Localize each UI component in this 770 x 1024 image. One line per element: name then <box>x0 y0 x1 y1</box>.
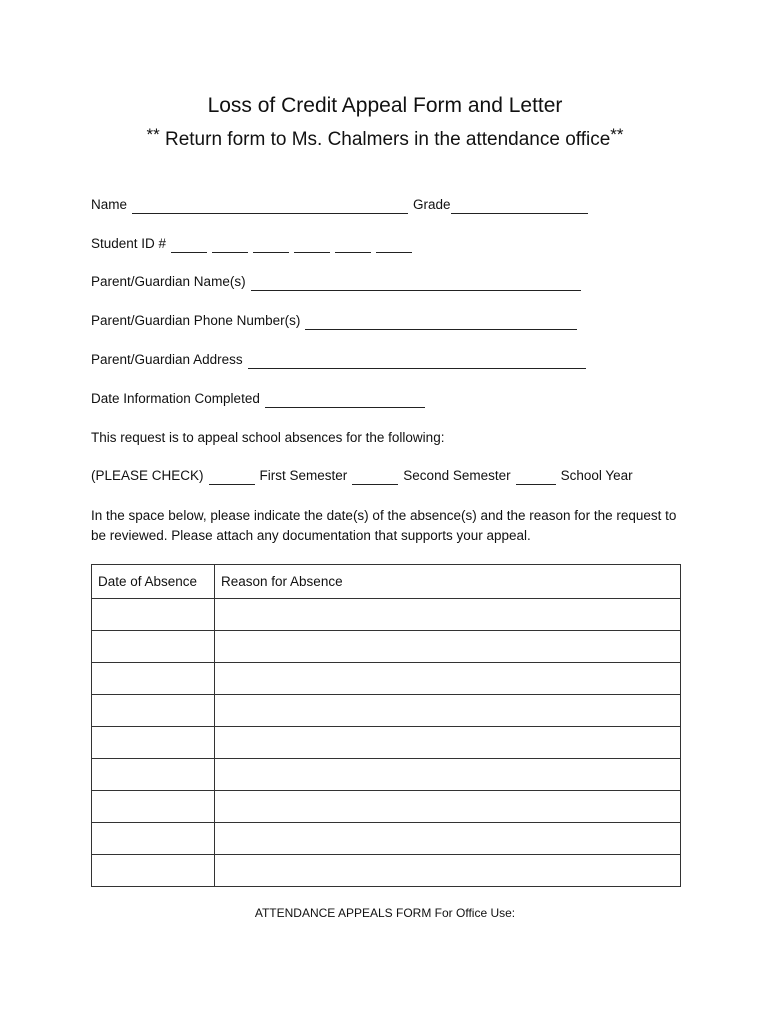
grade-label: Grade <box>413 197 451 212</box>
table-row <box>92 695 681 727</box>
date-completed-label: Date Information Completed <box>91 391 260 406</box>
student-id-digit-field[interactable] <box>212 238 248 253</box>
first-semester-check[interactable] <box>209 470 255 485</box>
table-row <box>92 823 681 855</box>
subtitle-stars-right: ** <box>610 125 624 144</box>
table-row <box>92 855 681 887</box>
absence-reason-cell[interactable] <box>215 727 681 759</box>
reason-column-header: Reason for Absence <box>215 565 681 599</box>
parent-phone-row <box>91 312 577 330</box>
absence-date-cell[interactable] <box>92 759 215 791</box>
absence-reason-cell[interactable] <box>215 823 681 855</box>
table-header-row <box>92 565 681 599</box>
second-semester-label: Second Semester <box>403 468 511 483</box>
absence-date-cell[interactable] <box>92 599 215 631</box>
table-row <box>92 663 681 695</box>
student-id-digit-field[interactable] <box>376 238 412 253</box>
table-row <box>92 631 681 663</box>
school-year-check[interactable] <box>516 470 556 485</box>
parent-phone-label: Parent/Guardian Phone Number(s) <box>91 313 301 328</box>
name-label: Name <box>91 197 128 212</box>
student-id-digit-field[interactable] <box>335 238 371 253</box>
absence-date-cell[interactable] <box>92 631 215 663</box>
appeal-intro-text: This request is to appeal school absences for the following: <box>91 430 445 445</box>
instructions-text: In the space below, please indicate the date(s) of the absence(s) and the reason for the request to be reviewed. Please attach any documentation that supports your appeal. <box>91 508 677 543</box>
date-completed-field[interactable] <box>265 393 425 408</box>
date-completed-row <box>91 390 425 408</box>
please-check-label: (PLEASE CHECK) <box>91 468 204 483</box>
absence-date-cell[interactable] <box>92 663 215 695</box>
student-id-label: Student ID # <box>91 236 167 251</box>
absence-date-cell[interactable] <box>92 695 215 727</box>
absence-date-cell[interactable] <box>92 727 215 759</box>
parent-name-row <box>91 273 581 291</box>
form-subtitle <box>0 127 770 153</box>
absence-date-cell[interactable] <box>92 823 215 855</box>
grade-field[interactable] <box>451 199 588 214</box>
appeal-intro-row <box>91 429 444 447</box>
parent-phone-field[interactable] <box>305 315 577 330</box>
absence-table-body <box>92 599 681 887</box>
absence-reason-cell[interactable] <box>215 695 681 727</box>
parent-address-field[interactable] <box>248 354 586 369</box>
student-id-row <box>91 235 412 253</box>
absence-date-cell[interactable] <box>92 791 215 823</box>
absence-table <box>91 564 681 887</box>
student-id-digit-field[interactable] <box>253 238 289 253</box>
absence-reason-cell[interactable] <box>215 631 681 663</box>
parent-name-label: Parent/Guardian Name(s) <box>91 274 246 289</box>
absence-reason-cell[interactable] <box>215 663 681 695</box>
subtitle-stars-left: ** <box>146 125 160 144</box>
name-field[interactable] <box>132 199 408 214</box>
absence-reason-cell[interactable] <box>215 791 681 823</box>
absence-reason-cell[interactable] <box>215 599 681 631</box>
first-semester-label: First Semester <box>259 468 348 483</box>
parent-address-row <box>91 351 586 369</box>
student-id-digit-field[interactable] <box>171 238 207 253</box>
second-semester-check[interactable] <box>352 470 398 485</box>
office-use-footer: ATTENDANCE APPEALS FORM For Office Use: <box>254 906 516 920</box>
parent-name-field[interactable] <box>251 276 581 291</box>
absence-date-cell[interactable] <box>92 855 215 887</box>
absence-reason-cell[interactable] <box>215 855 681 887</box>
table-row <box>92 599 681 631</box>
absence-reason-cell[interactable] <box>215 759 681 791</box>
date-column-header: Date of Absence <box>92 565 215 599</box>
school-year-label: School Year <box>560 468 633 483</box>
name-grade-row <box>91 196 588 214</box>
table-row <box>92 727 681 759</box>
student-id-digit-field[interactable] <box>294 238 330 253</box>
parent-address-label: Parent/Guardian Address <box>91 352 243 367</box>
semester-check-row <box>91 467 633 485</box>
table-row <box>92 759 681 791</box>
subtitle-text: Return form to Ms. Chalmers in the attendance office <box>164 129 611 150</box>
form-title: Loss of Credit Appeal Form and Letter <box>207 94 563 117</box>
table-row <box>92 791 681 823</box>
